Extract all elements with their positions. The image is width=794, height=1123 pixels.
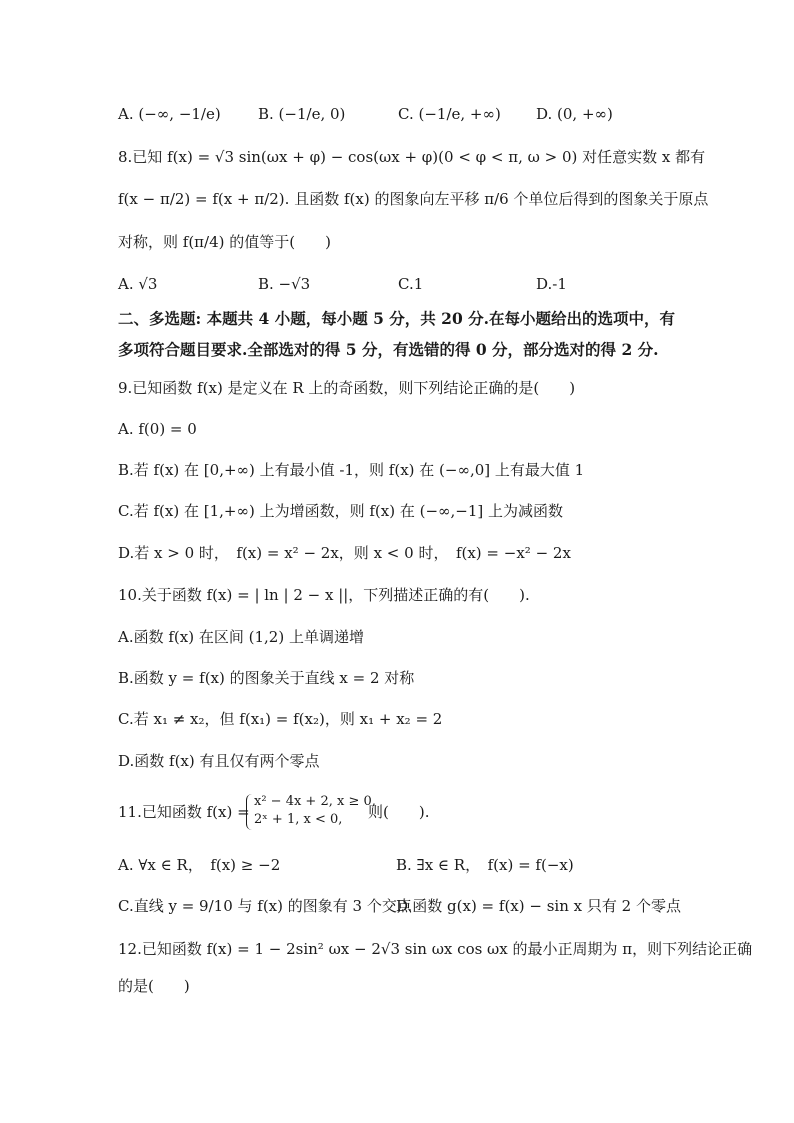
q7-option-d: D. (0, +∞): [536, 105, 613, 123]
q9-option-c: C.若 f(x) 在 [1,+∞) 上为增函数，则 f(x) 在 (−∞,−1] 上为减函数: [118, 502, 564, 520]
q11-brace: [246, 794, 253, 830]
q8-stem-line1: 8.已知 f(x) = √3 sin(ωx + φ) − cos(ωx + φ)(0 < φ < π, ω > 0) 对任意实数 x 都有: [118, 148, 706, 166]
q10-option-c: C.若 x₁ ≠ x₂，但 f(x₁) = f(x₂)，则 x₁ + x₂ = 2: [118, 710, 443, 728]
q11-option-b: B. ∃x ∈ R， f(x) = f(−x): [396, 856, 574, 874]
q10-option-d: D.函数 f(x) 有且仅有两个零点: [118, 752, 320, 770]
q12-stem-line1: 12.已知函数 f(x) = 1 − 2sin² ωx − 2√3 sin ωx cos ωx 的最小正周期为 π，则下列结论正确: [118, 940, 753, 958]
q11-case-1: x² − 4x + 2, x ≥ 0,: [254, 794, 376, 809]
q11-stem-suffix: 则( ).: [368, 803, 430, 821]
q10-option-a: A.函数 f(x) 在区间 (1,2) 上单调递增: [118, 628, 364, 646]
q8-option-d: D.-1: [536, 275, 567, 293]
q8-option-a: A. √3: [118, 275, 158, 293]
q9-stem: 9.已知函数 f(x) 是定义在 R 上的奇函数，则下列结论正确的是( ): [118, 379, 576, 397]
q8-option-c: C.1: [398, 275, 424, 293]
q11-stem-prefix: 11.已知函数 f(x) =: [118, 803, 250, 821]
q11-option-d: D.函数 g(x) = f(x) − sin x 只有 2 个零点: [396, 897, 681, 915]
q11-case-2: 2ˣ + 1, x < 0,: [254, 812, 343, 827]
q9-option-b: B.若 f(x) 在 [0,+∞) 上有最小值 -1，则 f(x) 在 (−∞,0] 上有最大值 1: [118, 461, 585, 479]
q11-option-a: A. ∀x ∈ R， f(x) ≥ −2: [118, 856, 281, 874]
section2-heading-line2: 多项符合题目要求.全部选对的得 5 分，有选错的得 0 分，部分选对的得 2 分.: [118, 340, 659, 359]
q7-option-b: B. (−1/e, 0): [258, 105, 346, 123]
q7-option-c: C. (−1/e, +∞): [398, 105, 501, 123]
q11-stem: [118, 802, 250, 822]
q9-option-d: D.若 x > 0 时， f(x) = x² − 2x，则 x < 0 时， f(x) = −x² − 2x: [118, 544, 571, 562]
section2-heading-line1: 二、多选题: 本题共 4 小题，每小题 5 分，共 20 分.在每小题给出的选项中，有: [118, 309, 676, 328]
q8-option-b: B. −√3: [258, 275, 311, 293]
q11-option-c: C.直线 y = 9/10 与 f(x) 的图象有 3 个交点: [118, 897, 412, 915]
q8-stem-line2: f(x − π/2) = f(x + π/2). 且函数 f(x) 的图象向左平移 π/6 个单位后得到的图象关于原点: [118, 190, 709, 208]
q8-stem-line3: 对称，则 f(π/4) 的值等于( ): [118, 233, 331, 251]
q9-option-a: A. f(0) = 0: [118, 420, 197, 438]
q12-stem-line2: 的是( ): [118, 977, 190, 995]
q7-option-a: A. (−∞, −1/e): [118, 105, 221, 123]
q10-stem: 10.关于函数 f(x) = | ln | 2 − x ||，下列描述正确的有( ).: [118, 586, 530, 604]
q10-option-b: B.函数 y = f(x) 的图象关于直线 x = 2 对称: [118, 669, 415, 687]
